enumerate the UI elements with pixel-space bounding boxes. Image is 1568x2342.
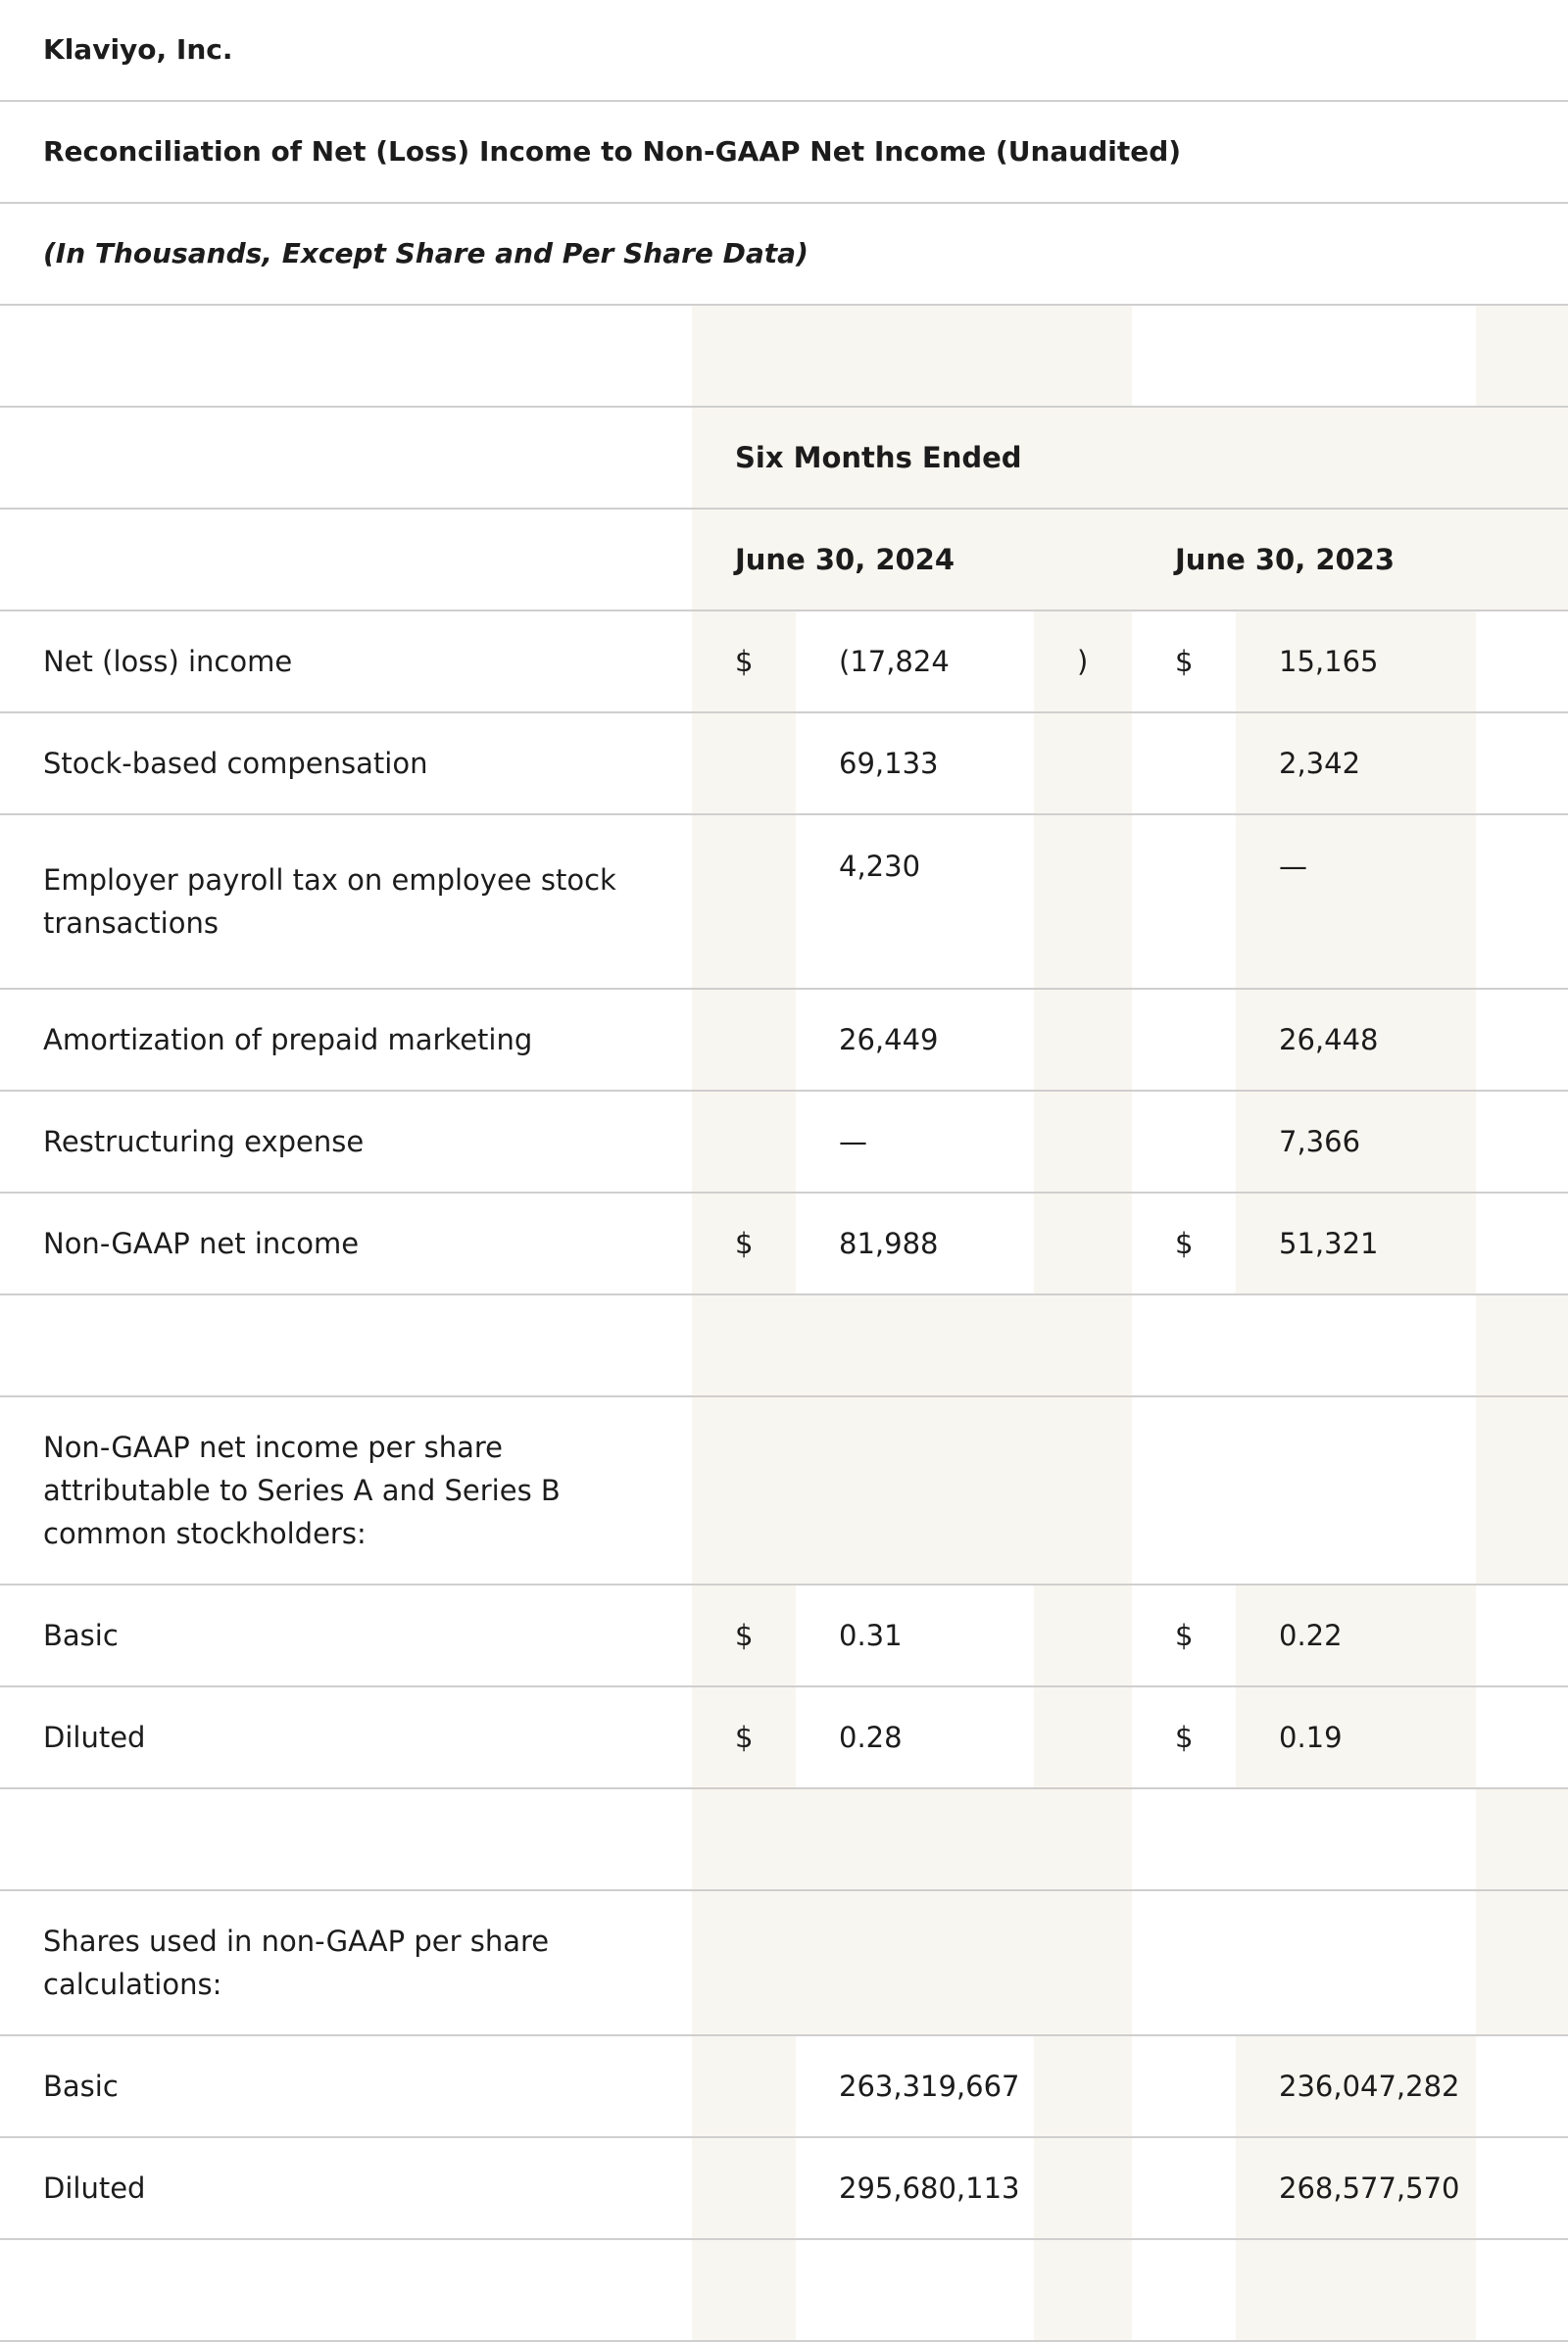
table-row bbox=[0, 1193, 1568, 1294]
currency-symbol: $ bbox=[1132, 1686, 1236, 1788]
table-row bbox=[0, 814, 1568, 989]
subtitle-row bbox=[0, 203, 1568, 305]
spacer-row bbox=[0, 305, 1568, 407]
value-2024: 0.28 bbox=[796, 1686, 1034, 1788]
table-row bbox=[0, 2035, 1568, 2137]
row-label: Diluted bbox=[0, 2137, 692, 2239]
value-2023: — bbox=[1236, 814, 1476, 989]
value-2024: 69,133 bbox=[796, 712, 1034, 814]
value-2023: 26,448 bbox=[1236, 989, 1476, 1091]
table-row bbox=[0, 1091, 1568, 1193]
row-label: Restructuring expense bbox=[0, 1091, 692, 1193]
currency-symbol: $ bbox=[692, 1193, 796, 1294]
column-header-2023: June 30, 2023 bbox=[1132, 509, 1568, 610]
company-name: Klaviyo, Inc. bbox=[0, 0, 1568, 101]
row-label: Net (loss) income bbox=[0, 610, 692, 712]
currency-symbol: $ bbox=[692, 1686, 796, 1788]
value-2024: 4,230 bbox=[796, 814, 1034, 989]
table-row bbox=[0, 1585, 1568, 1686]
currency-symbol: $ bbox=[692, 610, 796, 712]
value-2023: 15,165 bbox=[1236, 610, 1476, 712]
value-2024: 295,680,113 bbox=[796, 2137, 1034, 2239]
row-label: Non-GAAP net income bbox=[0, 1193, 692, 1294]
section-label: Non-GAAP net income per share attributable to Series A and Series B common stockholders: bbox=[0, 1396, 692, 1585]
value-2024: — bbox=[796, 1091, 1034, 1193]
period-header: Six Months Ended bbox=[692, 407, 1568, 509]
company-row bbox=[0, 0, 1568, 101]
value-2023: 51,321 bbox=[1236, 1193, 1476, 1294]
section-header-row bbox=[0, 1890, 1568, 2035]
column-header-2024: June 30, 2024 bbox=[692, 509, 1132, 610]
value-2024: 26,449 bbox=[796, 989, 1034, 1091]
row-label: Amortization of prepaid marketing bbox=[0, 989, 692, 1091]
value-2023: 2,342 bbox=[1236, 712, 1476, 814]
paren-close: ) bbox=[1034, 610, 1132, 712]
value-2024: (17,824 bbox=[796, 610, 1034, 712]
table-row bbox=[0, 610, 1568, 712]
table-row bbox=[0, 989, 1568, 1091]
currency-symbol: $ bbox=[692, 1585, 796, 1686]
value-2024: 0.31 bbox=[796, 1585, 1034, 1686]
currency-symbol: $ bbox=[1132, 1585, 1236, 1686]
spacer-row bbox=[0, 1788, 1568, 1890]
value-2024: 263,319,667 bbox=[796, 2035, 1034, 2137]
row-label: Basic bbox=[0, 1585, 692, 1686]
table-row bbox=[0, 712, 1568, 814]
row-label: Diluted bbox=[0, 1686, 692, 1788]
row-label: Employer payroll tax on employee stock transactions bbox=[0, 814, 692, 989]
row-label: Stock-based compensation bbox=[0, 712, 692, 814]
value-2023: 0.22 bbox=[1236, 1585, 1476, 1686]
table-subtitle: (In Thousands, Except Share and Per Share Data) bbox=[0, 203, 1568, 305]
section-header-row bbox=[0, 1396, 1568, 1585]
currency-symbol: $ bbox=[1132, 610, 1236, 712]
row-label: Basic bbox=[0, 2035, 692, 2137]
value-2023: 236,047,282 bbox=[1236, 2035, 1476, 2137]
value-2023: 0.19 bbox=[1236, 1686, 1476, 1788]
title-row bbox=[0, 101, 1568, 203]
column-header-row bbox=[0, 509, 1568, 610]
value-2023: 268,577,570 bbox=[1236, 2137, 1476, 2239]
section-label: Shares used in non-GAAP per share calculations: bbox=[0, 1890, 692, 2035]
currency-symbol: $ bbox=[1132, 1193, 1236, 1294]
table-row bbox=[0, 1686, 1568, 1788]
table-row bbox=[0, 2137, 1568, 2239]
period-header-row bbox=[0, 407, 1568, 509]
table-title: Reconciliation of Net (Loss) Income to Non-GAAP Net Income (Unaudited) bbox=[0, 101, 1568, 203]
spacer-row bbox=[0, 2239, 1568, 2341]
spacer-row bbox=[0, 1294, 1568, 1396]
value-2023: 7,366 bbox=[1236, 1091, 1476, 1193]
value-2024: 81,988 bbox=[796, 1193, 1034, 1294]
